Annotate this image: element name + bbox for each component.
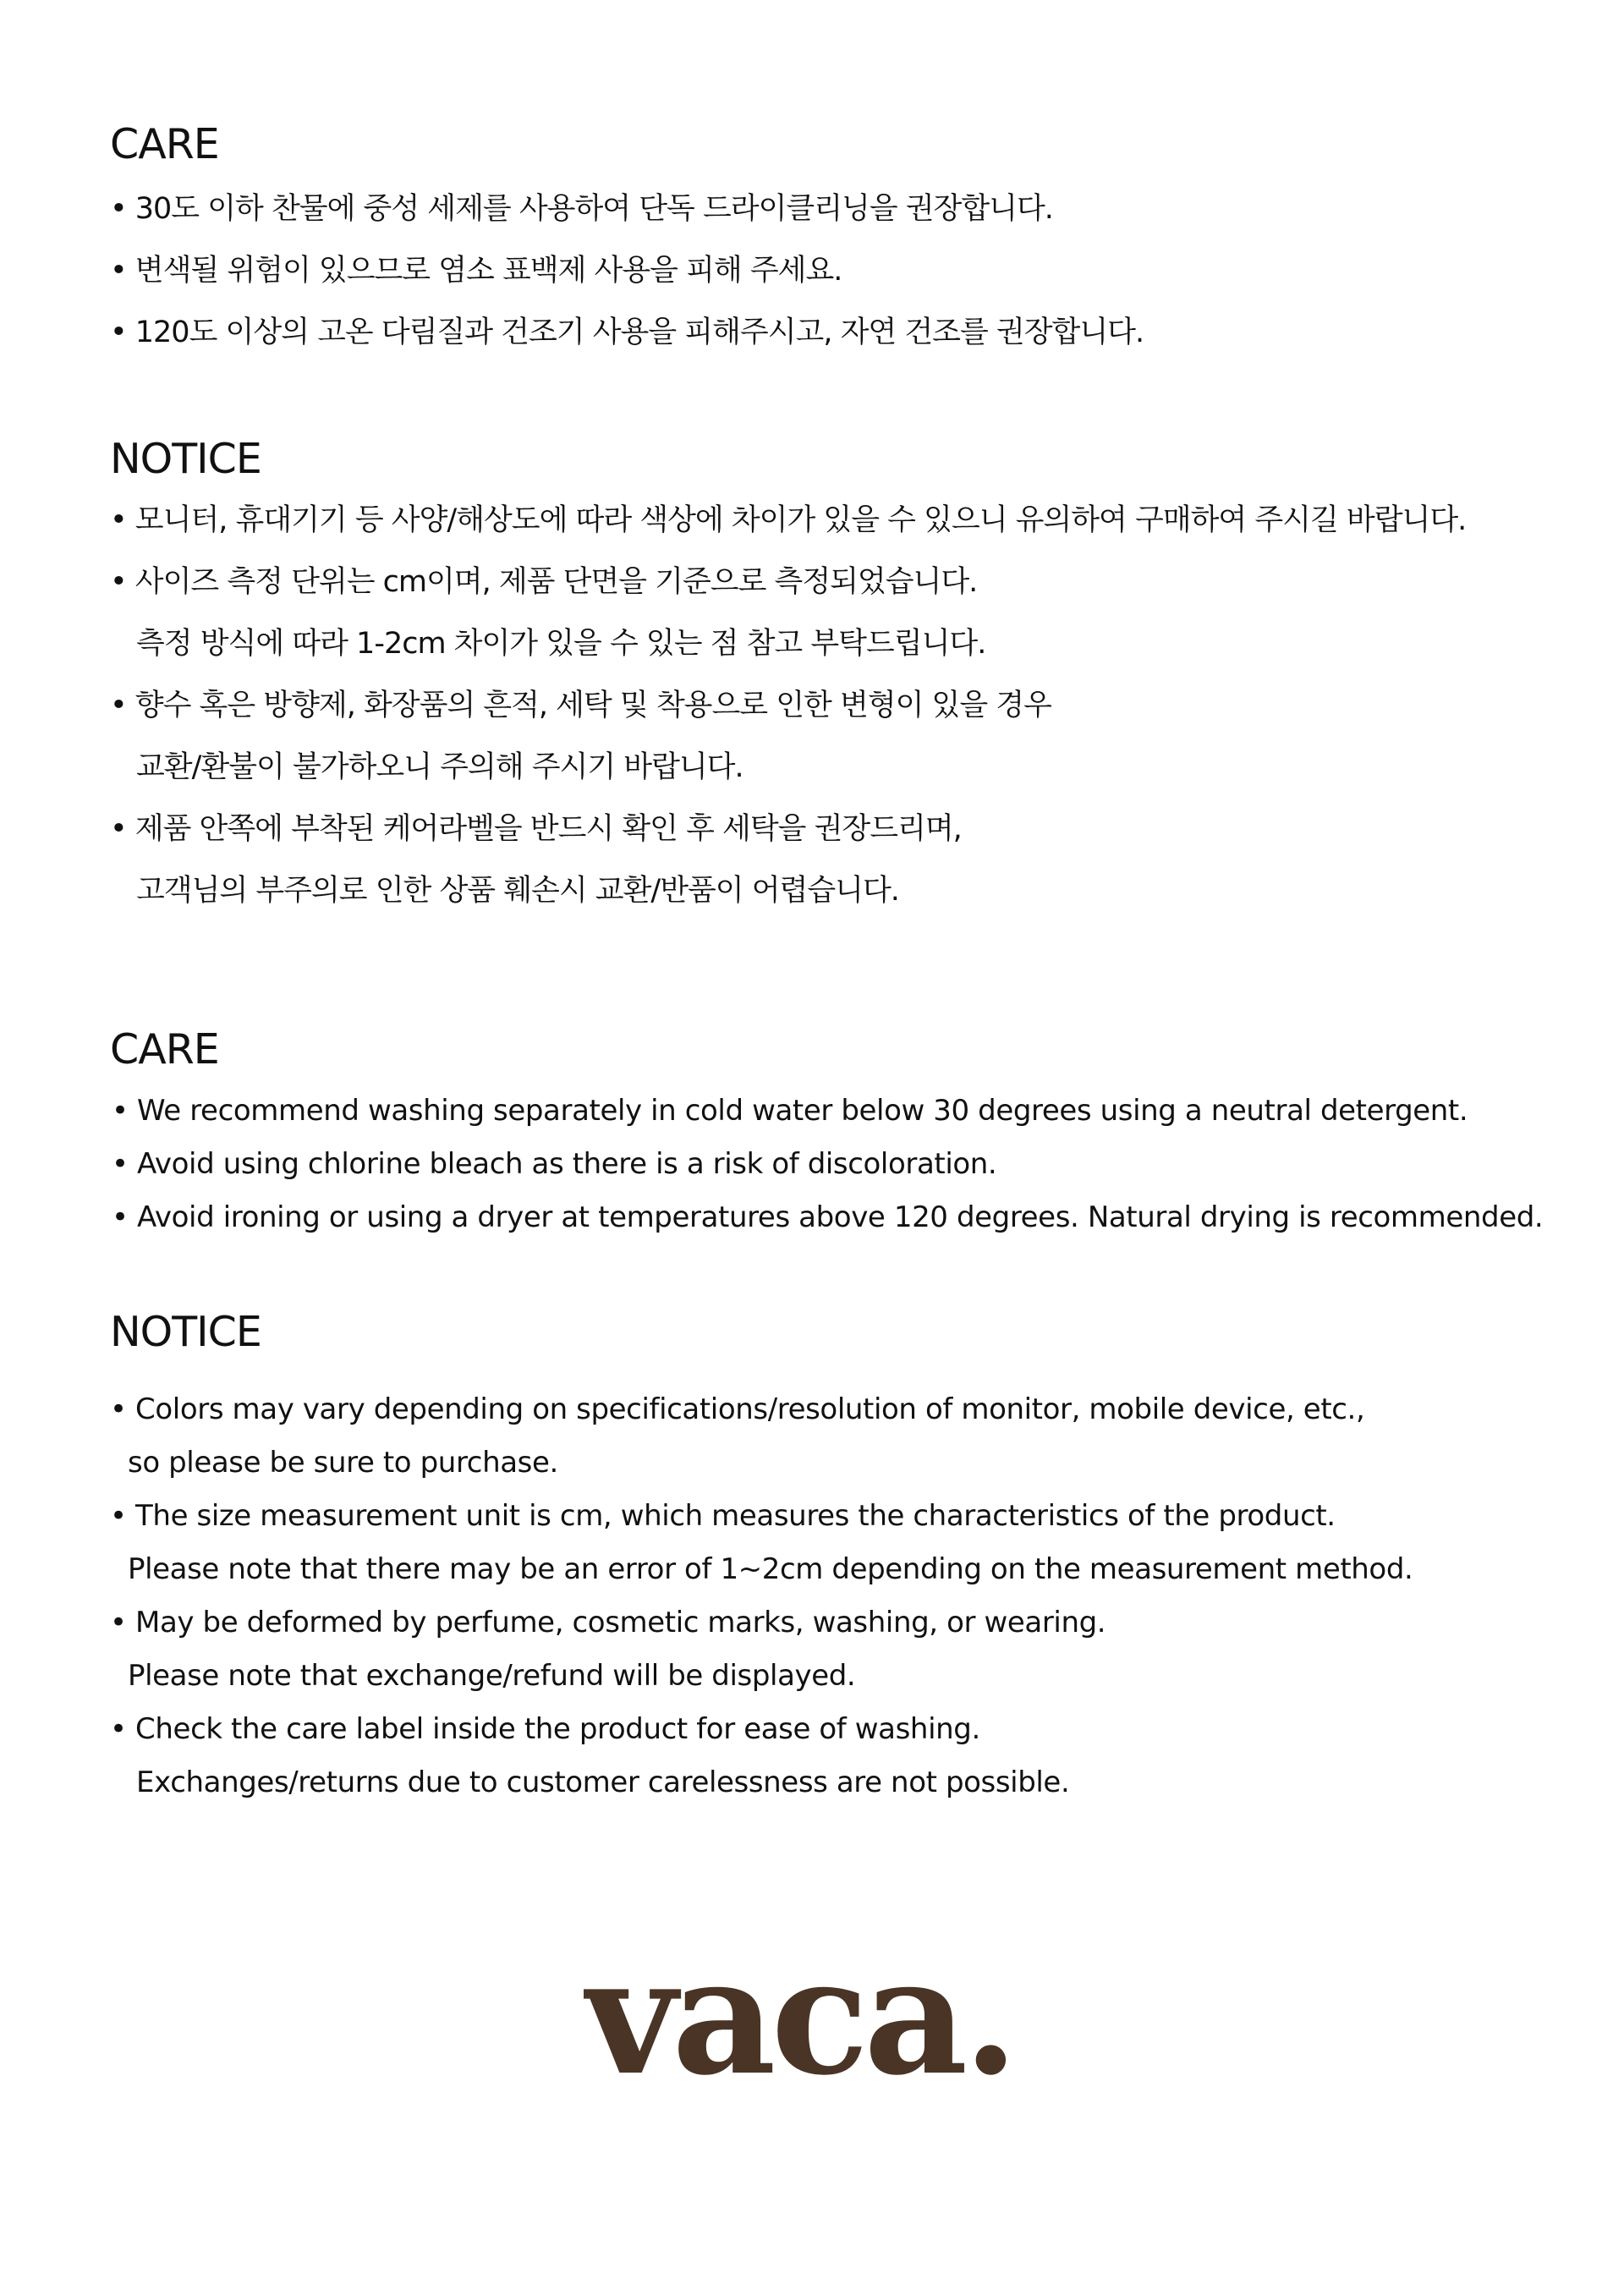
korean-notice-line: • 향수 혹은 방향제, 화장품의 흔적, 세탁 및 착용으로 인한 변형이 있을 경우: [110, 689, 1051, 722]
english-notice-heading: NOTICE: [110, 1308, 261, 1356]
korean-notice-heading: NOTICE: [110, 435, 261, 483]
english-notice-line: • The size measurement unit is cm, which measures the characteristics of the product.: [110, 1499, 1336, 1533]
korean-notice-line: • 제품 안쪽에 부착된 케어라벨을 반드시 확인 후 세탁을 권장드리며,: [110, 812, 962, 846]
english-care-line: • We recommend washing separately in cold water below 30 degrees using a neutral detergent.: [112, 1094, 1468, 1128]
english-care-heading: CARE: [110, 1025, 219, 1074]
korean-care-line: • 30도 이하 찬물에 중성 세제를 사용하여 단독 드라이클리닝을 권장합니다.: [110, 192, 1053, 226]
korean-care-line: • 120도 이상의 고온 다림질과 건조기 사용을 피해주시고, 자연 건조를 권장합니다.: [110, 316, 1144, 349]
english-notice-line: • Colors may vary depending on specifications/resolution of monitor, mobile device, etc.,: [110, 1392, 1365, 1426]
korean-notice-line: 고객님의 부주의로 인한 상품 훼손시 교환/반품이 어렵습니다.: [136, 874, 899, 908]
english-care-line: • Avoid using chlorine bleach as there is a risk of discoloration.: [112, 1147, 997, 1181]
english-notice-line: • Check the care label inside the product for ease of washing.: [110, 1712, 980, 1746]
korean-care-line: • 변색될 위험이 있으므로 염소 표백제 사용을 피해 주세요.: [110, 254, 842, 288]
english-care-line: • Avoid ironing or using a dryer at temperatures above 120 degrees. Natural drying is recommended.: [112, 1200, 1544, 1234]
korean-care-heading: CARE: [110, 120, 219, 168]
korean-notice-line: 교환/환불이 불가하오니 주의해 주시기 바랍니다.: [136, 750, 743, 784]
english-notice-line: so please be sure to purchase.: [128, 1446, 558, 1480]
english-notice-line: Exchanges/returns due to customer carelessness are not possible.: [136, 1766, 1070, 1799]
korean-notice-line: • 사이즈 측정 단위는 cm이며, 제품 단면을 기준으로 측정되었습니다.: [110, 565, 978, 599]
korean-notice-line: 측정 방식에 따라 1-2cm 차이가 있을 수 있는 점 참고 부탁드립니다.: [136, 627, 986, 661]
english-notice-line: Please note that there may be an error of 1~2cm depending on the measurement method.: [128, 1552, 1413, 1586]
english-notice-line: Please note that exchange/refund will be displayed.: [128, 1659, 856, 1693]
brand-logo: [584, 1946, 1057, 2106]
korean-notice-line: • 모니터, 휴대기기 등 사양/해상도에 따라 색상에 차이가 있을 수 있으니 유의하여 구매하여 주시길 바랍니다.: [110, 503, 1467, 537]
english-notice-line: • May be deformed by perfume, cosmetic marks, washing, or wearing.: [110, 1606, 1106, 1639]
brand-logo-text: vaca.: [584, 1946, 1014, 2106]
brand-logo-mark: [584, 1946, 1057, 2106]
